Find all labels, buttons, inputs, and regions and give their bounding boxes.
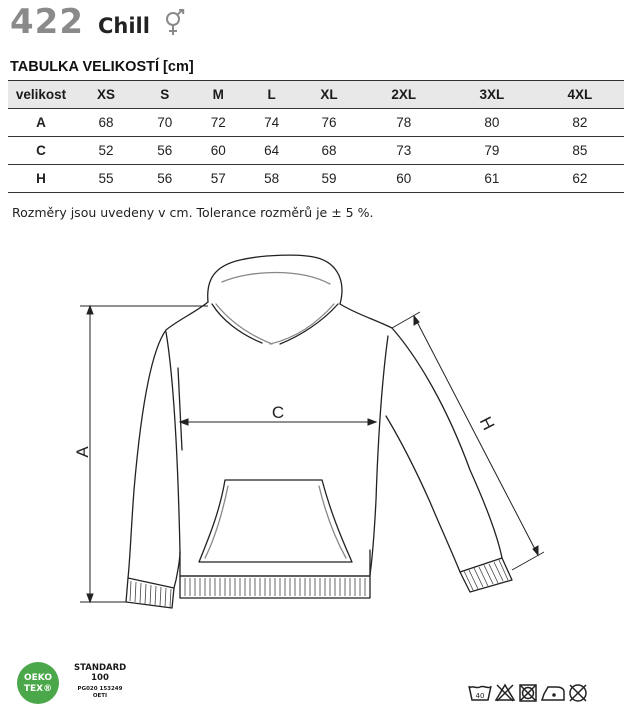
row-label: H	[8, 165, 74, 193]
size-header: XS	[74, 81, 138, 109]
size-header: 3XL	[448, 81, 536, 109]
table-cell: 60	[360, 165, 448, 193]
table-cell: 78	[360, 109, 448, 137]
hoodie-measurement-diagram	[0, 240, 632, 620]
table-cell: 74	[245, 109, 298, 137]
svg-text:TEX®: TEX®	[23, 684, 53, 694]
table-cell: 70	[138, 109, 191, 137]
table-row	[8, 109, 624, 137]
size-header: XL	[298, 81, 359, 109]
wash-40-icon	[469, 686, 491, 700]
table-cell: 57	[191, 165, 244, 193]
table-cell: 76	[298, 109, 359, 137]
hood-inner-left	[212, 304, 262, 343]
measurement-label-a: A	[73, 446, 92, 458]
measurement-label-h: H	[475, 413, 499, 434]
product-code: 422	[10, 2, 84, 42]
table-row	[8, 165, 624, 193]
svg-text:OEKO: OEKO	[23, 673, 53, 683]
table-cell: 68	[298, 137, 359, 165]
table-row	[8, 137, 624, 165]
table-cell: 72	[191, 109, 244, 137]
row-label: A	[8, 109, 74, 137]
size-header: S	[138, 81, 191, 109]
product-header	[10, 2, 186, 42]
product-name: Chill	[97, 14, 150, 38]
table-cell: 56	[138, 137, 191, 165]
unisex-gender-icon	[164, 9, 186, 37]
table-cell: 80	[448, 109, 536, 137]
size-header: M	[191, 81, 244, 109]
table-cell: 59	[298, 165, 359, 193]
svg-text:40: 40	[475, 692, 485, 700]
header-label: velikost	[8, 81, 74, 109]
size-table-title: TABULKA VELIKOSTÍ [cm]	[10, 59, 194, 75]
table-cell: 85	[536, 137, 624, 165]
table-cell: 60	[191, 137, 244, 165]
row-label: C	[8, 137, 74, 165]
table-cell: 79	[448, 137, 536, 165]
table-cell: 61	[448, 165, 536, 193]
care-symbols	[466, 682, 604, 704]
oeko-tex-standard: STANDARD 100 PG020 153249 OETI	[74, 663, 127, 699]
table-cell: 82	[536, 109, 624, 137]
table-cell: 62	[536, 165, 624, 193]
no-tumble-dry-icon	[520, 685, 536, 701]
size-header: 4XL	[536, 81, 624, 109]
no-dry-clean-icon	[570, 685, 586, 701]
size-header: 2XL	[360, 81, 448, 109]
size-header: L	[245, 81, 298, 109]
size-table	[8, 80, 624, 193]
table-cell: 56	[138, 165, 191, 193]
oeko-tex-logo	[14, 660, 66, 706]
size-table-header-row	[8, 81, 624, 109]
tolerance-note: Rozměry jsou uvedeny v cm. Tolerance rozměrů je ± 5 %.	[12, 205, 374, 220]
table-cell: 64	[245, 137, 298, 165]
table-cell: 58	[245, 165, 298, 193]
table-cell: 73	[360, 137, 448, 165]
table-cell: 55	[74, 165, 138, 193]
no-bleach-icon	[496, 685, 514, 701]
table-cell: 68	[74, 109, 138, 137]
iron-low-icon	[542, 687, 564, 700]
table-cell: 52	[74, 137, 138, 165]
measurement-label-c: C	[271, 403, 285, 422]
